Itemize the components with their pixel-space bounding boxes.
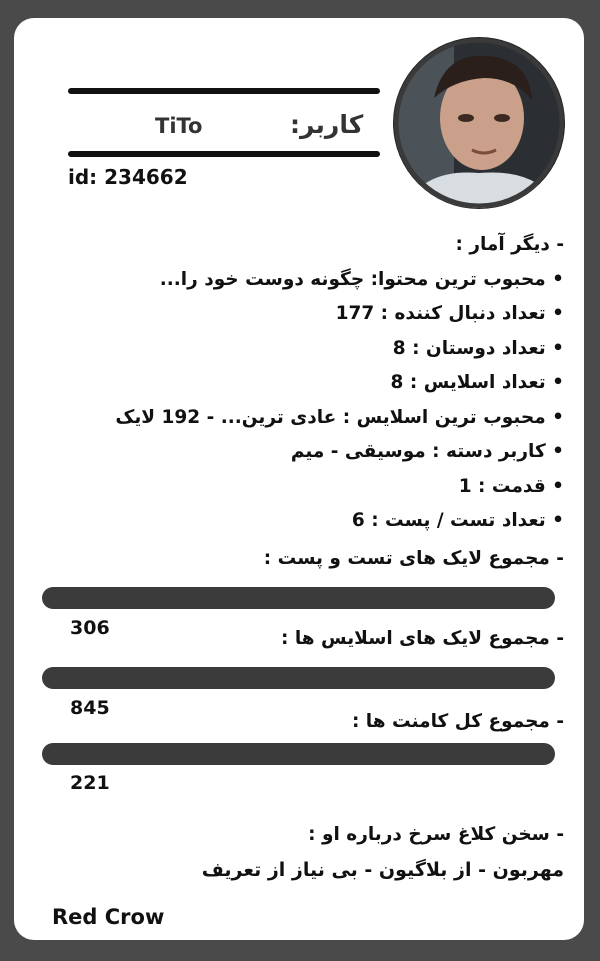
- avatar-photo: [394, 38, 564, 208]
- stat-most-popular-content: • محبوب ترین محتوا: چگونه دوست خود را...: [159, 268, 564, 290]
- comments-label: - مجموع کل کامنت ها :: [351, 711, 564, 732]
- stats-list: [94, 228, 564, 539]
- slice-likes-value: 845: [70, 697, 110, 719]
- test-post-likes-value: 306: [70, 617, 110, 639]
- user-label: کاربر:: [290, 110, 364, 139]
- test-post-likes-bar: [42, 587, 555, 609]
- top-divider: [68, 88, 380, 94]
- slice-likes-bar: [42, 667, 555, 689]
- stat-followers: • تعداد دنبال کننده : 177: [335, 303, 564, 324]
- test-post-likes-label: - مجموع لایک های تست و پست :: [263, 548, 564, 569]
- crow-quote-text: مهربون - از بلاگیون - بی نیاز از تعریف: [201, 859, 564, 881]
- stat-seniority: • قدمت : 1: [458, 475, 564, 497]
- comments-bar: [42, 743, 555, 765]
- bottom-divider: [68, 151, 380, 157]
- stat-test-post-count: • تعداد تست / پست : 6: [351, 510, 564, 531]
- user-name[interactable]: TiTo: [155, 114, 203, 138]
- slice-likes-label: - مجموع لایک های اسلایس ها :: [281, 628, 564, 649]
- stat-slices: • تعداد اسلایس : 8: [390, 372, 564, 393]
- brand-footer: Red Crow: [52, 905, 165, 929]
- stat-user-category: • کاربر دسته : موسیقی - میم: [290, 441, 564, 462]
- comments-value: 221: [70, 772, 110, 794]
- crow-quote-label: - سخن کلاغ سرخ درباره او :: [308, 824, 564, 845]
- stats-header: - دیگر آمار :: [455, 234, 564, 255]
- stat-most-popular-slice: • محبوب ترین اسلایس : عادی ترین... - 192 لایک: [115, 406, 564, 428]
- stat-friends: • تعداد دوستان : 8: [392, 337, 564, 359]
- avatar[interactable]: [394, 38, 564, 208]
- user-id: id: 234662: [68, 165, 188, 189]
